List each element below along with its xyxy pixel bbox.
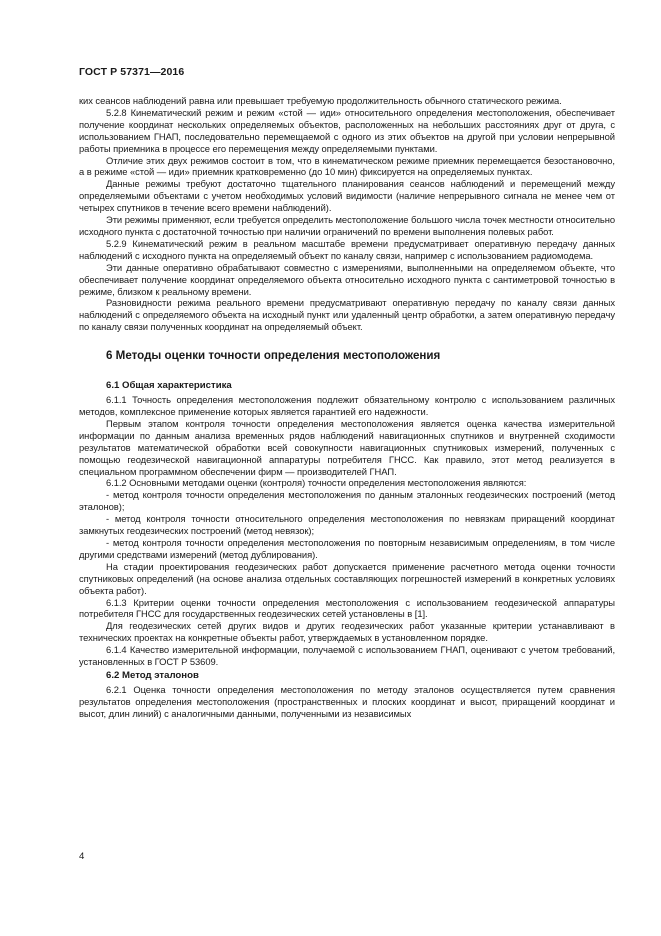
paragraph: 5.2.8 Кинематический режим и режим «стой — иди» относительного определения местоположения, обеспечивает получение координат нескольких определяемых объектов, расположенных на небольших расстояниях друг от друга, с использованием ГНАП, последовательно перемещаемой с одного из этих объектов на другой при условии непрерывной работы приемника в процессе его перемещения между определяемыми пунктами. xyxy=(79,106,615,154)
document-header: ГОСТ Р 57371—2016 xyxy=(79,66,185,78)
paragraph: Первым этапом контроля точности определения местоположения является оценка качества измерительной информации по данным анализа временных рядов наблюдений навигационных спутников и внутренней сходимости результатов математической обработки всей совокупности навигационных спутниковых измерений, полученных с помощью геодезической навигационной аппаратуры потребителя ГНСС. Как правило, этот метод реализуется в специальном программном обеспечении фирм — производителей ГНАП. xyxy=(79,417,615,477)
paragraph: 6.2.1 Оценка точности определения местоположения по методу эталонов осуществляется путем сравнения результатов определения местоположения (пространственных и плоских координат и высот, приращений координат и высот, длин линий) с аналогичными данными, полученными из независимых xyxy=(79,683,615,719)
paragraph: Разновидности режима реального времени предусматривают оперативную передачу по каналу связи данных наблюдений с определяемого объекта на исходный пункт или удаленный центр обработки, а затем оперативную передачу по каналу связи полученных координат на определяемый объект. xyxy=(79,297,615,333)
paragraph: Эти режимы применяют, если требуется определить местоположение большого числа точек местности относительно исходного пункта с достаточной точностью при наличии ограничений по времени выполнения полевых работ. xyxy=(79,214,615,237)
document-body xyxy=(79,95,615,720)
section-6-1-heading: 6.1 Общая характеристика xyxy=(106,380,232,392)
paragraph: Данные режимы требуют достаточно тщательного планирования сеансов наблюдений и перемещений между определяемыми объектами с учетом необходимых условий видимости (наличие непрерывного сигнала не менее чем от четырех спутников в течение всего времени наблюдений). xyxy=(79,178,615,214)
list-item: - метод контроля точности относительного определения местоположения по невязкам приращений координат замкнутых геодезических построений (метод невязок); xyxy=(79,513,615,537)
list-item: - метод контроля точности определения местоположения по повторным независимым определениям, в том числе другими средствами измерений (метод дублирования). xyxy=(79,537,615,560)
paragraph: 6.1.1 Точность определения местоположения подлежит обязательному контролю с использованием различных методов, комплексное применение которых является гарантией его надежности. xyxy=(79,394,615,418)
section-6-2-heading: 6.2 Метод эталонов xyxy=(106,669,199,681)
paragraph: Отличие этих двух режимов состоит в том, что в кинематическом режиме приемник перемещается безостановочно, а в режиме «стой — иди» приемник кратковременно (до 10 мин) фиксируется на определяемых пунктах. xyxy=(79,154,615,178)
paragraph: ких сеансов наблюдений равна или превышает требуемую продолжительность обычного статического режима. xyxy=(79,95,562,106)
page-number: 4 xyxy=(79,851,85,862)
paragraph: 6.1.4 Качество измерительной информации, получаемой с использованием ГНАП, оценивают с учетом требований, установленных в ГОСТ Р 53609. xyxy=(79,644,615,668)
paragraph: На стадии проектирования геодезических работ допускается применение расчетного метода оценки точности спутниковых определений (на основе анализа отдельных составляющих погрешностей измерений в конкретных условиях объекта работ). xyxy=(79,560,615,596)
list-item: - метод контроля точности определения местоположения по данным эталонных геодезических построений (метод эталонов); xyxy=(79,489,615,513)
paragraph: 6.1.3 Критерии оценки точности определения местоположения с использованием геодезической аппаратуры потребителя ГНСС для государственных геодезических сетей установлены в [1]. xyxy=(79,596,615,620)
section-6-heading: 6 Методы оценки точности определения местоположения xyxy=(106,349,441,363)
paragraph: 6.1.2 Основными методами оценки (контроля) точности определения местоположения являются: xyxy=(106,477,527,489)
paragraph: Эти данные оперативно обрабатывают совместно с измерениями, выполненными на определяемом объекте, что обеспечивает получение координат определяемого объекта относительно исходного пункта с сантиметровой точностью в режиме, близком к реальному времени. xyxy=(79,261,615,297)
paragraph: Для геодезических сетей других видов и других геодезических работ указанные критерии устанавливают в технических проектах на конкретные объекты работ, утверждаемых в установленном порядке. xyxy=(79,620,615,644)
paragraph: 5.2.9 Кинематический режим в реальном масштабе времени предусматривает оперативную передачу данных наблюдений с исходного пункта на определяемый объект по каналу связи, например с использованием радиомодема. xyxy=(79,237,615,261)
